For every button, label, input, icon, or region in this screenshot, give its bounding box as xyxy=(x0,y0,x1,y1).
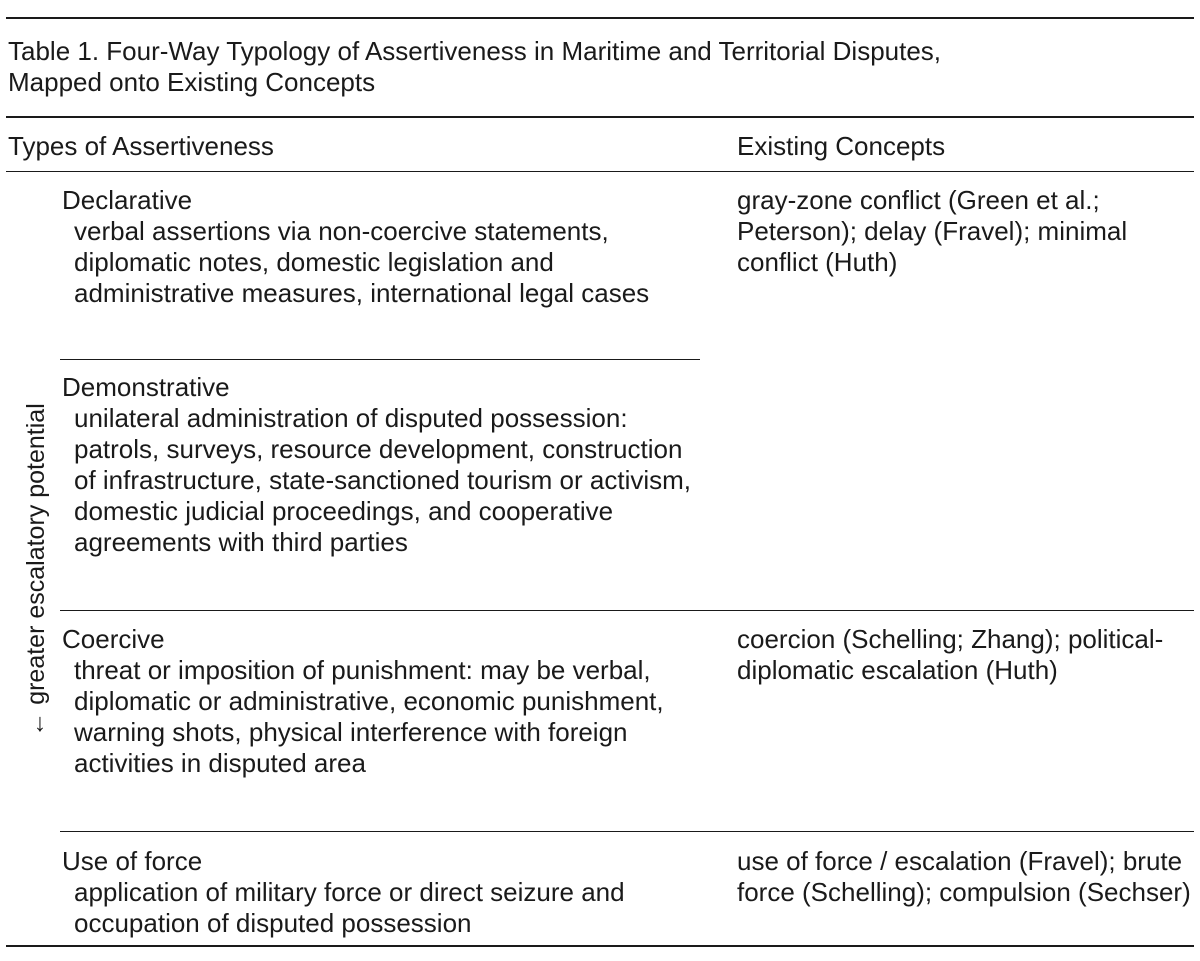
header-bottom-rule xyxy=(6,171,1194,172)
type-description: threat or imposition of punishment: may be verbal, diplomatic or administrative, economic punishment, warning shots, physical interference with foreign activities in disputed area xyxy=(74,655,664,778)
row-divider xyxy=(60,359,700,360)
row-divider xyxy=(60,831,1194,832)
escalation-axis-label: ← greater escalatory potential xyxy=(22,403,50,737)
table-caption: Table 1. Four-Way Typology of Assertiveness in Maritime and Territorial Disputes, Mapped onto Existing Concepts xyxy=(8,36,942,97)
type-description: application of military force or direct seizure and occupation of disputed possession xyxy=(74,877,625,938)
type-name: Use of force xyxy=(62,846,203,876)
table-row-declarative xyxy=(62,185,702,309)
row-divider xyxy=(60,610,1194,611)
table-row-coercive xyxy=(62,624,702,779)
type-name: Coercive xyxy=(62,624,165,654)
header-concepts: Existing Concepts xyxy=(737,131,946,161)
type-name: Declarative xyxy=(62,185,193,215)
type-description: unilateral administration of disputed possession: patrols, surveys, resource development, construction of infrastructure, state-sanctioned tourism or activism, domestic judicial proceedings, and cooperative agreements with third parties xyxy=(74,403,692,557)
type-name: Demonstrative xyxy=(62,372,230,402)
type-description: verbal assertions via non-coercive statements, diplomatic notes, domestic legislation and administrative measures, international legal cases xyxy=(74,216,650,308)
table-row-demonstrative xyxy=(62,372,702,558)
concepts-cell: gray-zone conflict (Green et al.; Peterson); delay (Fravel); minimal conflict (Huth) xyxy=(737,185,1128,277)
table-row-use-of-force xyxy=(62,846,702,939)
concepts-cell: use of force / escalation (Fravel); brute force (Schelling); compulsion (Sechser) xyxy=(737,846,1191,907)
header-types: Types of Assertiveness xyxy=(8,131,274,161)
header-top-rule xyxy=(6,116,1194,118)
table-bottom-rule xyxy=(6,945,1194,947)
concepts-cell: coercion (Schelling; Zhang); political-diplomatic escalation (Huth) xyxy=(737,624,1164,685)
table-top-rule xyxy=(6,17,1194,19)
